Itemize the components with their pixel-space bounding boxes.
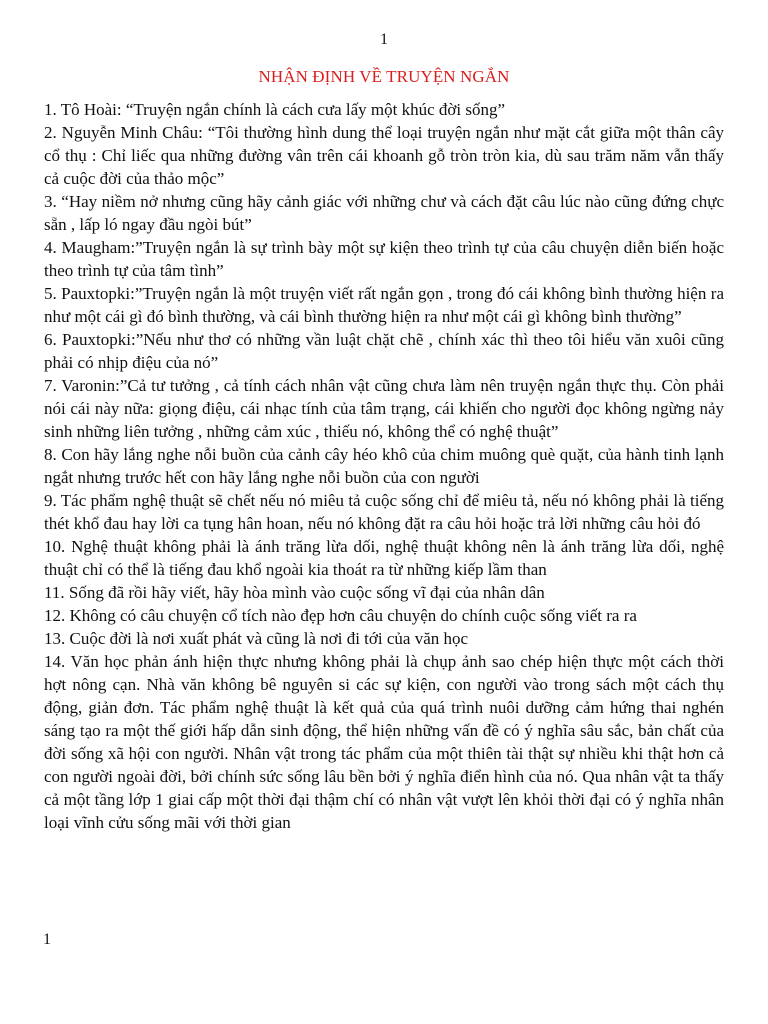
quote-item-3: 3. “Hay niềm nở nhưng cũng hãy cảnh giác với những chư và cách đặt câu lúc nào cũng đứng chực sẵn , lấp ló ngay đầu ngòi bút” xyxy=(44,192,724,234)
quote-item-14: 14. Văn học phản ánh hiện thực nhưng không phải là chụp ảnh sao chép hiện thực một cách thời hợt nông cạn. Nhà văn không bê nguyên si các sự kiện, con người vào trong sách một cách thụ động, giản đơn. Tác phẩm nghệ thuật là kết quả của quá trình nuôi dưỡng cảm hứng thai nghén sáng tạo ra một thế giới hấp dẫn sinh động, thể hiện những vấn đề có ý nghĩa sâu sắc, bản chất của đời sống xã hội con người. Nhân vật trong tác phẩm của một thiên tài thật sự nhiều khi thật hơn cả con người ngoài đời, bởi chính sức sống lâu bền bởi ý nghĩa điển hình của nó. Qua nhân vật ta thấy cả một tầng lớp 1 giai cấp một thời đại thậm chí có nhân vật vượt lên khỏi thời đại có ý nghĩa nhân loại vĩnh cửu sống mãi với thời gian xyxy=(44,652,724,832)
quote-item-7: 7. Varonin:”Cả tư tưởng , cả tính cách nhân vật cũng chưa làm nên truyện ngắn thực thụ. Còn phải nói cái này nữa: giọng điệu, cái nhạc tính của tâm trạng, cái khiến cho người đọc không ngừng nảy sinh những liên tưởng , những cảm xúc , thiếu nó, không thể có nghệ thuật” xyxy=(44,376,724,441)
quote-item-2: 2. Nguyễn Minh Châu: “Tôi thường hình dung thể loại truyện ngắn như mặt cắt giữa một thân cây cổ thụ : Chỉ liếc qua những đường vân trên cái khoanh gỗ tròn tròn kia, dù sau trăm năm vẫn thấy cả cuộc đời của thảo mộc” xyxy=(44,123,724,188)
quotes-list xyxy=(44,98,724,834)
quote-item-4: 4. Maugham:”Truyện ngắn là sự trình bày một sự kiện theo trình tự của câu chuyện diễn biến hoặc theo trình tự của tâm tình” xyxy=(44,238,724,280)
footer-page-number: 1 xyxy=(43,931,51,948)
header-page-number: 1 xyxy=(380,31,388,48)
document-title: NHẬN ĐỊNH VỀ TRUYỆN NGẮN xyxy=(258,67,510,86)
quote-item-5: 5. Pauxtopki:”Truyện ngắn là một truyện viết rất ngắn gọn , trong đó cái không bình thường hiện ra như một cái gì đó bình thường, và cái bình thường hiện ra như một cái gì không bình thường” xyxy=(44,284,724,326)
quote-item-13: 13. Cuộc đời là nơi xuất phát và cũng là nơi đi tới của văn học xyxy=(44,629,469,648)
quote-item-11: 11. Sống đã rồi hãy viết, hãy hòa mình vào cuộc sống vĩ đại của nhân dân xyxy=(44,583,545,602)
quote-item-6: 6. Pauxtopki:”Nếu như thơ có những vần luật chặt chẽ , chính xác thì theo tôi hiểu văn xuôi cũng phải có nhịp điệu của nó” xyxy=(44,330,724,372)
quote-item-9: 9. Tác phẩm nghệ thuật sẽ chết nếu nó miêu tả cuộc sống chỉ để miêu tả, nếu nó không phải là tiếng thét khổ đau hay lời ca tụng hân hoan, nếu nó không đặt ra câu hỏi hoặc trả lời những câu hỏi đó xyxy=(44,491,724,533)
quote-item-8: 8. Con hãy lắng nghe nỗi buồn của cảnh cây héo khô của chim muông què quặt, của hành tinh lạnh ngắt nhưng trước hết con hãy lắng nghe nỗi buồn của con người xyxy=(44,445,724,487)
quote-item-10: 10. Nghệ thuật không phải là ánh trăng lừa dối, nghệ thuật không nên là ánh trăng lừa dối, nghệ thuật chỉ có thể là tiếng đau khổ ngoài kia thoát ra từ những kiếp lầm than xyxy=(44,537,724,579)
quote-item-1: 1. Tô Hoài: “Truyện ngắn chính là cách cưa lấy một khúc đời sống” xyxy=(44,100,506,119)
quote-item-12: 12. Không có câu chuyện cổ tích nào đẹp hơn câu chuyện do chính cuộc sống viết ra ra xyxy=(44,606,637,625)
